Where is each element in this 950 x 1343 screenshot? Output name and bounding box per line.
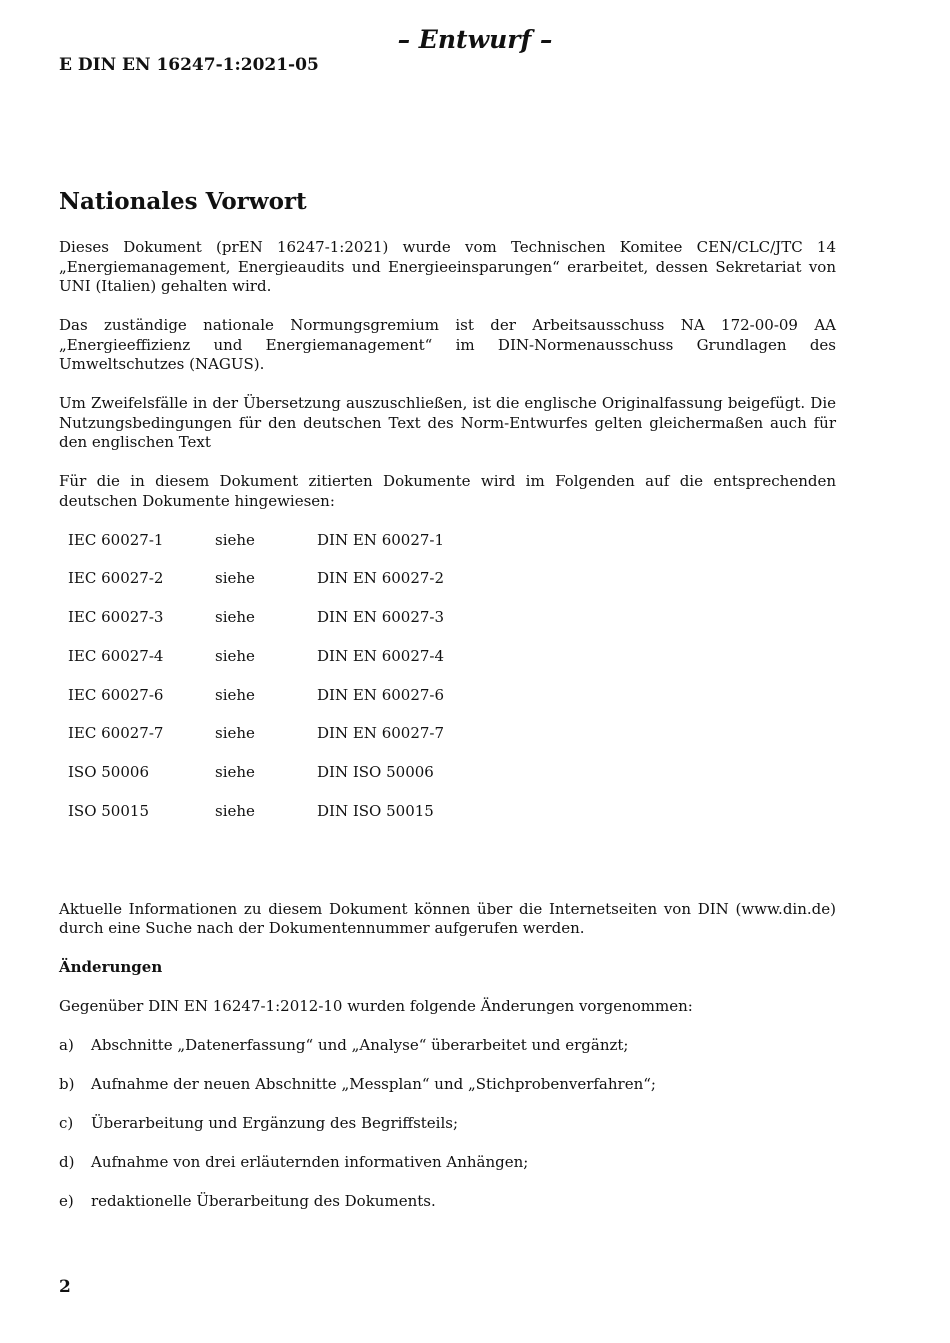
paragraph-committee: Dieses Dokument (prEN 16247-1:2021) wurde vom Technischen Komitee CEN/CLC/JTC 14 „Energiemanagement, Energieaudits und Energieeinsparungen“ erarbeitet, dessen Sekretariat von UNI (Italien) gehalten wird. (59, 238, 836, 295)
list-item (59, 1192, 836, 1231)
reference-relation: siehe (215, 724, 255, 743)
reference-row (59, 802, 836, 841)
reference-row (59, 569, 836, 608)
document-id: E DIN EN 16247-1:2021-05 (59, 55, 319, 75)
reference-target: DIN EN 60027-7 (317, 724, 445, 743)
section-title: Nationales Vorwort (59, 188, 307, 215)
reference-row (59, 608, 836, 647)
reference-target: DIN ISO 50006 (317, 763, 434, 782)
list-text: Aufnahme der neuen Abschnitte „Messplan“ und „Stichprobenverfahren“; (91, 1075, 656, 1094)
reference-row (59, 531, 836, 570)
paragraph-references-intro: Für die in diesem Dokument zitierten Dokumente wird im Folgenden auf die entsprechenden deutschen Dokumente hingewiesen: (59, 472, 836, 510)
changes-intro: Gegenüber DIN EN 16247-1:2012-10 wurden folgende Änderungen vorgenommen: (59, 997, 693, 1016)
list-item (59, 1114, 836, 1153)
draft-banner: – Entwurf – (397, 25, 553, 54)
list-marker: d) (59, 1152, 75, 1171)
reference-relation: siehe (215, 802, 255, 821)
list-text: Aufnahme von drei erläuternden informativen Anhängen; (91, 1152, 529, 1171)
list-marker: c) (59, 1113, 74, 1132)
reference-table (59, 531, 836, 841)
changes-list (59, 1036, 836, 1230)
list-text: Überarbeitung und Ergänzung des Begriffsteils; (91, 1113, 459, 1132)
list-marker: e) (59, 1191, 74, 1210)
reference-source: IEC 60027-4 (68, 646, 164, 665)
reference-target: DIN EN 60027-1 (317, 530, 445, 549)
reference-source: IEC 60027-1 (68, 530, 164, 549)
changes-heading: Änderungen (59, 958, 163, 977)
reference-relation: siehe (215, 646, 255, 665)
list-item (59, 1036, 836, 1075)
reference-relation: siehe (215, 569, 255, 588)
list-text: redaktionelle Überarbeitung des Dokuments. (91, 1191, 436, 1210)
list-item (59, 1075, 836, 1114)
reference-source: ISO 50015 (68, 802, 149, 821)
reference-relation: siehe (215, 530, 255, 549)
page-content (59, 186, 836, 1230)
list-item (59, 1153, 836, 1192)
page-number: 2 (59, 1277, 71, 1297)
reference-row (59, 724, 836, 763)
paragraph-info: Aktuelle Informationen zu diesem Dokument können über die Internetseiten von DIN (www.din.de) durch eine Suche nach der Dokumentennummer aufgerufen werden. (59, 899, 836, 938)
reference-row (59, 647, 836, 686)
reference-source: IEC 60027-3 (68, 608, 164, 627)
reference-row (59, 686, 836, 725)
reference-row (59, 763, 836, 802)
reference-source: IEC 60027-2 (68, 569, 164, 588)
reference-target: DIN EN 60027-4 (317, 646, 445, 665)
reference-relation: siehe (215, 608, 255, 627)
list-marker: a) (59, 1036, 74, 1055)
reference-target: DIN ISO 50015 (317, 802, 434, 821)
reference-relation: siehe (215, 685, 255, 704)
list-text: Abschnitte „Datenerfassung“ und „Analyse“ überarbeitet und ergänzt; (91, 1036, 629, 1055)
reference-source: IEC 60027-7 (68, 724, 164, 743)
reference-target: DIN EN 60027-2 (317, 569, 445, 588)
paragraph-national-body: Das zuständige nationale Normungsgremium ist der Arbeitsausschuss NA 172-00-09 AA „Energieeffizienz und Energiemanagement“ im DIN-Normenausschuss Grundlagen des Umweltschutzes (NAGUS). (59, 316, 836, 373)
reference-target: DIN EN 60027-6 (317, 685, 445, 704)
reference-source: IEC 60027-6 (68, 685, 164, 704)
list-marker: b) (59, 1075, 75, 1094)
reference-relation: siehe (215, 763, 255, 782)
reference-source: ISO 50006 (68, 763, 149, 782)
reference-target: DIN EN 60027-3 (317, 608, 445, 627)
paragraph-translation: Um Zweifelsfälle in der Übersetzung auszuschließen, ist die englische Originalfassung beigefügt. Die Nutzungsbedingungen für den deutschen Text des Norm-Entwurfes gelten gleichermaßen auch für den englischen Text (59, 394, 836, 451)
